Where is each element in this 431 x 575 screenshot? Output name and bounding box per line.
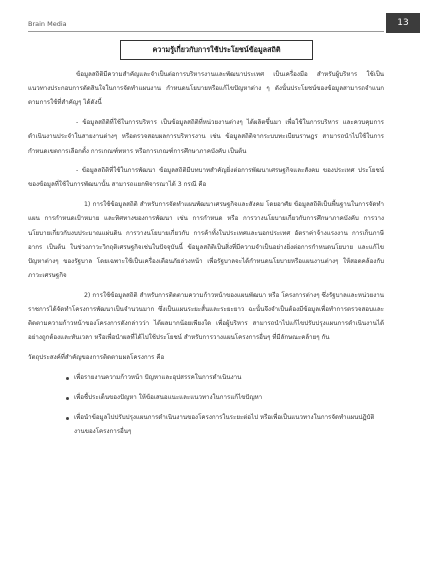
bullet-icon [66, 417, 69, 420]
list-item-text: เพื่อนำข้อมูลไปปรับปรุงแผนการดำเนินงานของโครงการในระยะต่อไป หรือเพื่อเป็นแนวทางในการจัดทำแผนปฏิบัติงานของโครงการอื่นๆ [74, 414, 375, 436]
section-title: ความรู้เกี่ยวกับการใช้ประโยชน์ข้อมูลสถิติ [120, 40, 313, 60]
bullet-icon [66, 397, 69, 400]
monitoring-use-paragraph: 2) การใช้ข้อมูลสถิติ สำหรับการติดตามความก้าวหน้าของแผนพัฒนา หรือ โครงการต่างๆ ซึ่งรัฐบาลและหน่วยงานราชการได้จัดทำโครงการพัฒนาเป็นจำนวนมาก ซึ่งเป็นแผนระยะสั้นและระยะยาว ฉะนั้นจึงจำเป็นต้องมีข้อมูลเพื่อทำการตรวจสอบและติดตามความก้าวหน้าของโครงการดังกล่าวว่า ได้ผลมากน้อยเพียงใด เพื่อผู้บริหาร สามารถนำไปแก้ไขปรับปรุงแผนการดำเนินงานได้อย่างถูกต้องและทันเวลา หรือเพื่อนำผลที่ได้ไปใช้ประโยชน์ สำหรับการวางแผนโครงการอื่นๆ ที่มีลักษณะคล้ายๆ กัน [28, 291, 384, 342]
objectives-list [28, 371, 384, 440]
planning-use-paragraph: 1) การใช้ข้อมูลสถิติ สำหรับการจัดทำแผนพัฒนาเศรษฐกิจและสังคม โดยอาศัย ข้อมูลสถิติเป็นพื้นฐานในการจัดทำแผน การกำหนดเป้าหมาย และทิศทางของการพัฒนา เช่น การกำหนด หรือ การวางนโยบายเกี่ยวกับการศึกษาภาคบังคับ การวางนโยบายเกี่ยวกับงบประมาณแผ่นดิน การวางนโยบายเกี่ยวกับ การค้าทั้งในประเทศและนอกประเทศ อัตราค่าจ้างแรงงาน การเก็บภาษีอากร เป็นต้น ในช่วงภาวะวิกฤติเศรษฐกิจเช่นในปัจจุบันนี้ ข้อมูลสถิติเป็นสิ่งที่มีความจำเป็นอย่างยิ่งต่อการกำหนดนโยบาย และแก้ไขปัญหาต่างๆ ของรัฐบาล โดยเฉพาะใช้เป็นเครื่องเตือนภัยล่วงหน้า เพื่อรัฐบาลจะได้กำหนดนโยบายหรือแผนงานต่างๆ ให้สอดคล้องกับภาวะเศรษฐกิจ [28, 201, 384, 280]
bullet-icon [66, 377, 69, 380]
list-item-text: เพื่อรายงานความก้าวหน้า ปัญหาและอุปสรรคในการดำเนินงาน [74, 373, 242, 381]
header-rule [28, 31, 384, 32]
admin-statistics-paragraph: - ข้อมูลสถิติที่ใช้ในการบริหาร เป็นข้อมูลสถิติที่หน่วยงานต่างๆ ได้ผลิตขึ้นมา เพื่อใช้ในการบริหาร และควบคุมการดำเนินงานประจำในสายงานต่างๆ หรือตรวจสอบผลการบริหารงาน เช่น ข้อมูลสถิติจากระบบทะเบียนราษฎร สามารถนำไปใช้ในการกำหนดเขตการเลือกตั้ง การเกณฑ์ทหาร หรือการเกณฑ์การศึกษาภาคบังคับ เป็นต้น [28, 119, 384, 155]
document-body [28, 68, 384, 446]
list-item [28, 371, 384, 385]
list-item-text: เพื่อชี้ประเด็นของปัญหา ให้ข้อเสนอแนะและแนวทางในการแก้ไขปัญหา [74, 394, 263, 402]
page-number-badge: 13 [386, 13, 420, 33]
brand-name: Brain Media [28, 20, 67, 28]
list-item [28, 391, 384, 405]
intro-paragraph: ข้อมูลสถิติมีความสำคัญและจำเป็นต่อการบริหารงานและพัฒนาประเทศ เป็นเครื่องมือ สำหรับผู้บริหาร ใช้เป็นแนวทางประกอบการตัดสินใจในการจัดทำแผนงาน กำหนดนโยบายหรือแก้ไขปัญหาต่าง ๆ ดังนั้นประโยชน์ของข้อมูลสามารถจำแนกตามการใช้ที่สำคัญๆ ได้ดังนี้ [28, 71, 384, 107]
development-statistics-paragraph: - ข้อมูลสถิติที่ใช้ในการพัฒนา ข้อมูลสถิติมีบทบาทสำคัญยิ่งต่อการพัฒนาเศรษฐกิจและสังคม ของประเทศ ประโยชน์ของข้อมูลที่ใช้ในการพัฒนานั้น สามารถแยกพิจารณาได้ 3 กรณี คือ [28, 167, 384, 189]
objectives-heading: วัตถุประสงค์ที่สำคัญของการติดตามผลโครงการ คือ [28, 354, 165, 362]
list-item [28, 411, 384, 439]
